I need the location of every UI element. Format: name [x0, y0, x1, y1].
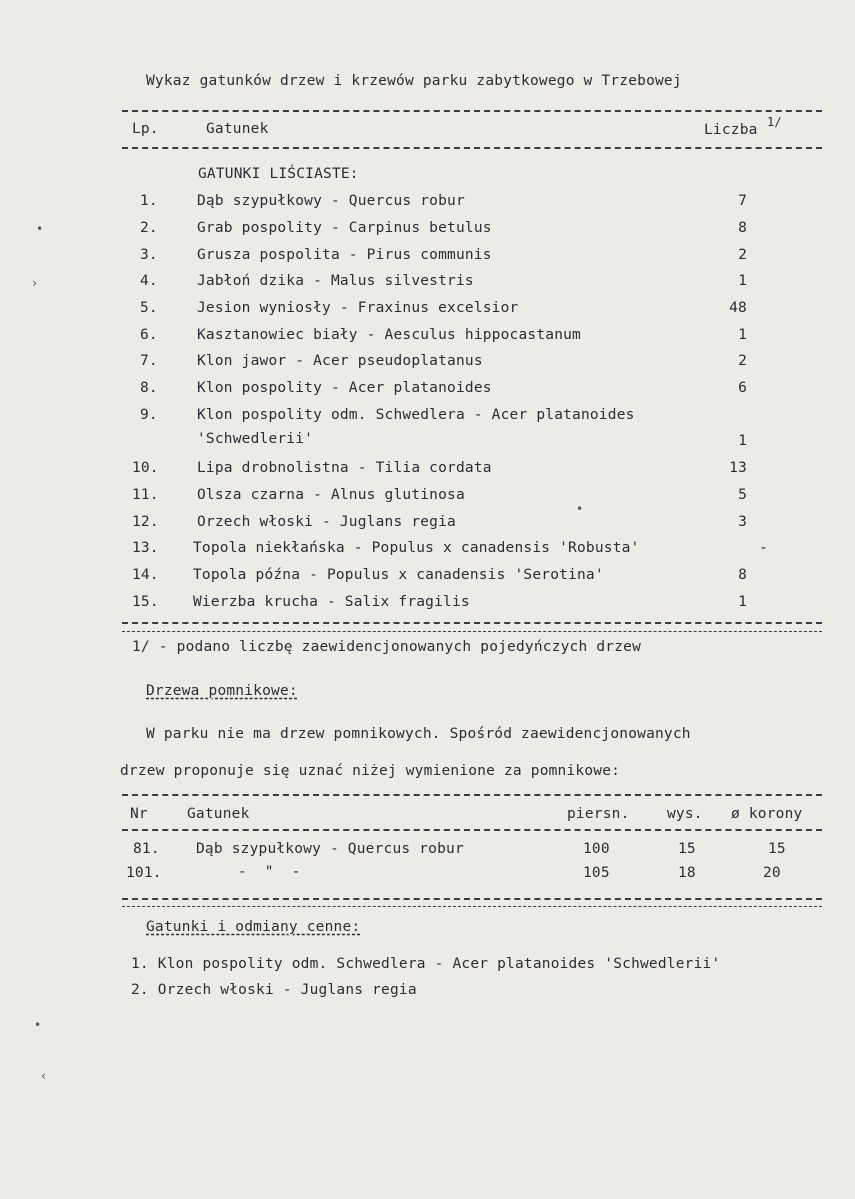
- table1-header-rule: [122, 147, 822, 149]
- row-lp: 6.: [140, 327, 158, 343]
- table1-bottom-rule: [122, 622, 822, 624]
- row-species: Jabłoń dzika - Malus silvestris: [197, 273, 474, 289]
- row-species: Orzech włoski - Juglans regia: [197, 514, 456, 530]
- row-lp: 9.: [140, 407, 158, 423]
- table2-top-rule: [122, 794, 822, 796]
- row-species: Olsza czarna - Alnus glutinosa: [197, 487, 465, 503]
- row-species: Klon pospolity - Acer platanoides: [197, 380, 492, 396]
- row-lp: 13.: [132, 540, 159, 556]
- row-count: -: [759, 540, 768, 556]
- row-count: 5: [738, 487, 747, 503]
- header-lp: Lp.: [132, 121, 159, 137]
- table2-row-wys: 18: [678, 865, 696, 881]
- row-lp: 12.: [132, 514, 159, 530]
- document-title: Wykaz gatunków drzew i krzewów parku zabytkowego w Trzebowej: [146, 73, 682, 89]
- table2-row-species: - " -: [238, 864, 301, 880]
- monuments-paragraph-line2: drzew proponuje się uznać niżej wymienione za pomnikowe:: [120, 763, 621, 779]
- row-species: Klon jawor - Acer pseudoplatanus: [197, 353, 483, 369]
- table2-row-korony: 15: [768, 841, 786, 857]
- table2-row-piersn: 100: [583, 841, 610, 857]
- table2-header-wys: wys.: [667, 806, 703, 822]
- table2-row-piersn: 105: [583, 865, 610, 881]
- row-count: 7: [738, 193, 747, 209]
- table2-row-wys: 15: [678, 841, 696, 857]
- row-species: Topola niekłańska - Populus x canadensis 'Robusta': [193, 540, 640, 556]
- row-lp: 3.: [140, 247, 158, 263]
- valuable-heading: Gatunki i odmiany cenne:: [146, 919, 361, 935]
- row-lp: 10.: [132, 460, 159, 476]
- row-count: 48: [729, 300, 747, 316]
- row-count: 1: [738, 594, 747, 610]
- table2-row-nr: 101.: [126, 865, 162, 881]
- row-count: 1: [738, 327, 747, 343]
- row-lp: 14.: [132, 567, 159, 583]
- valuable-item: 2. Orzech włoski - Juglans regia: [131, 982, 417, 998]
- row-species-continued: 'Schwedlerii': [197, 431, 314, 447]
- section-heading: GATUNKI LIŚCIASTE:: [198, 166, 359, 182]
- row-species: Jesion wyniosły - Fraxinus excelsior: [197, 300, 519, 316]
- header-liczba-footnote-mark: 1/: [767, 115, 782, 129]
- table2-header-piersn: piersn.: [567, 806, 630, 822]
- row-lp: 15.: [132, 594, 159, 610]
- row-count: 1: [738, 273, 747, 289]
- table1-top-rule: [122, 110, 822, 112]
- row-lp: 5.: [140, 300, 158, 316]
- table2-header-rule: [122, 829, 822, 831]
- header-liczba: Liczba: [704, 122, 758, 138]
- scan-speck: ›: [31, 276, 39, 290]
- scan-speck: •: [34, 1018, 42, 1032]
- row-species: Kasztanowiec biały - Aesculus hippocastanum: [197, 327, 581, 343]
- row-lp: 8.: [140, 380, 158, 396]
- table2-row-nr: 81.: [133, 841, 160, 857]
- row-species: Topola późna - Populus x canadensis 'Serotina': [193, 567, 604, 583]
- monuments-paragraph-line1: W parku nie ma drzew pomnikowych. Spośród zaewidencjonowanych: [146, 726, 691, 742]
- row-species: Dąb szypułkowy - Quercus robur: [197, 193, 465, 209]
- row-lp: 11.: [132, 487, 159, 503]
- row-species: Wierzba krucha - Salix fragilis: [193, 594, 470, 610]
- row-count: 1: [738, 433, 747, 449]
- row-lp: 4.: [140, 273, 158, 289]
- table2-bottom-rule-2: [122, 906, 822, 907]
- row-lp: 1.: [140, 193, 158, 209]
- row-count: 2: [738, 353, 747, 369]
- scan-speck: •: [576, 502, 584, 516]
- table2-row-species: Dąb szypułkowy - Quercus robur: [196, 841, 464, 857]
- row-lp: 7.: [140, 353, 158, 369]
- row-species: Grusza pospolita - Pirus communis: [197, 247, 492, 263]
- header-gatunek: Gatunek: [206, 121, 269, 137]
- table2-header-korony: ø korony: [731, 806, 803, 822]
- table2-row-korony: 20: [763, 865, 781, 881]
- row-species: Lipa drobnolistna - Tilia cordata: [197, 460, 492, 476]
- scan-speck: •: [36, 222, 44, 236]
- row-count: 6: [738, 380, 747, 396]
- valuable-item: 1. Klon pospolity odm. Schwedlera - Acer platanoides 'Schwedlerii': [131, 956, 721, 972]
- row-lp: 2.: [140, 220, 158, 236]
- scan-speck: ‹: [40, 1069, 48, 1083]
- footnote: 1/ - podano liczbę zaewidencjonowanych pojedyńczych drzew: [132, 639, 641, 655]
- row-count: 13: [729, 460, 747, 476]
- table2-header-gatunek: Gatunek: [187, 806, 250, 822]
- table2-header-nr: Nr: [130, 806, 148, 822]
- row-species: Klon pospolity odm. Schwedlera - Acer platanoides: [197, 407, 635, 423]
- row-count: 8: [738, 567, 747, 583]
- table2-bottom-rule: [122, 898, 822, 900]
- row-count: 2: [738, 247, 747, 263]
- table1-bottom-rule-2: [122, 631, 822, 632]
- row-species: Grab pospolity - Carpinus betulus: [197, 220, 492, 236]
- row-count: 3: [738, 514, 747, 530]
- monuments-heading: Drzewa pomnikowe:: [146, 683, 298, 699]
- row-count: 8: [738, 220, 747, 236]
